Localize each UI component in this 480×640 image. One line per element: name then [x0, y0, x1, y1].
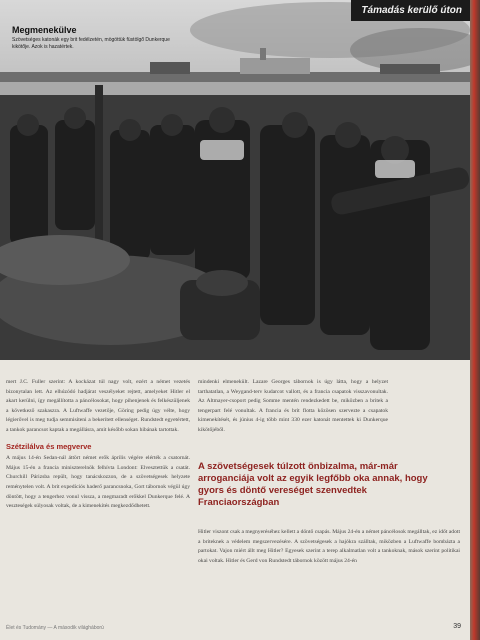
page-footer	[6, 625, 461, 631]
article-column-3	[198, 528, 460, 570]
column-2-text: mindenki elmenekült. Lazare Georges tábornok is úgy látta, hogy a helyzet tarthatatlan, a Weygand-terv kudarcot vallott, és a francia csapatok visszavonultak. Az Altmayer-csoport pedig Somme mentén rendezkedett be, miközben a britek a tengerpart felé vonultak. A francia és brit flotta közösen szervezte a csapatok kimenekítését, és június 4-ig több mint 330 ezer katonát mentettek ki Dunkerque kikötőjéből.	[198, 379, 388, 433]
photo-caption	[12, 25, 172, 50]
article-column-2	[198, 378, 388, 440]
column-1-intro: mert J.C. Fuller szerint: A kockázat túl nagy volt, ezért a német vezetés bizonytalan lett. Az elhúzódó hadjárat veszélyeket rejtett, amelyeket Hitler el akart kerülni, így megállította a páncélosokat, hogy pihenjenek és felkészüljenek a következő szakaszra. A Luftwaffe vezetője, Göring pedig úgy vélte, hogy légierővel is meg tudja semmisíteni a bekerített ellenséget. Rundstedt egyetértett, a tankok parancsot kaptak a megállásra, amit később sokan hibának tartottak.	[6, 379, 190, 433]
footer-text: Élet és Tudomány — A második világháború	[6, 625, 104, 631]
pull-quote: A szövetségesek túlzott önbizalma, már-már arroganciája volt az egyik legfőbb oka annak, hogy gyors és döntő vereséget szenvedtek Franciaországban	[198, 461, 428, 508]
article-column-1	[6, 378, 190, 516]
page-edge	[470, 0, 480, 640]
section-tag: Támadás kerülő úton	[351, 0, 470, 21]
column-3-text: Hitler viszont csak a megnyeréséhez kellett a döntő csapás. Május 24-én a német páncélosok megálltak, ez időt adott a briteknek a védelem megszervezésére. A szövetségesek a hajókra szálltak, miközben a Luftwaffe bombázta a partokat. Vajon miért állt meg Hitler? Egyesek szerint a terep alkalmatlan volt a tankoknak, mások szerint politikai okai voltak. Hitler és Gerd von Rundstedt tábornok között május 24-én	[198, 529, 460, 564]
page-number: 39	[453, 623, 461, 630]
caption-text: Szövetséges katonák egy brit fedélzetén, mögöttük füstölgő Dunkerque kikötője. Azok is hazatértek.	[12, 37, 170, 50]
subheading: Szétzilálva és megverve	[6, 441, 92, 451]
column-1-body: A május 14-én Sedan-nál áttört német erők április végére elérték a csatornát. Május 15-én a francia miniszterelnök felhívta Londont: Elvesztettük a csatát. Churchill Párizsba repült, hogy tanácskozzon, de a szövetségesek helyzete reménytelen volt. A brit expedíciós haderő parancsnoka, Gort tábornok végül úgy döntött, hogy a tengerhez vonul vissza, a megmaradt erőkkel Dunkerque felé. A veszteségek súlyosak voltak, de a kimenekítés megkezdődhetett.	[6, 455, 190, 510]
caption-title: Megmenekülve	[12, 25, 77, 35]
